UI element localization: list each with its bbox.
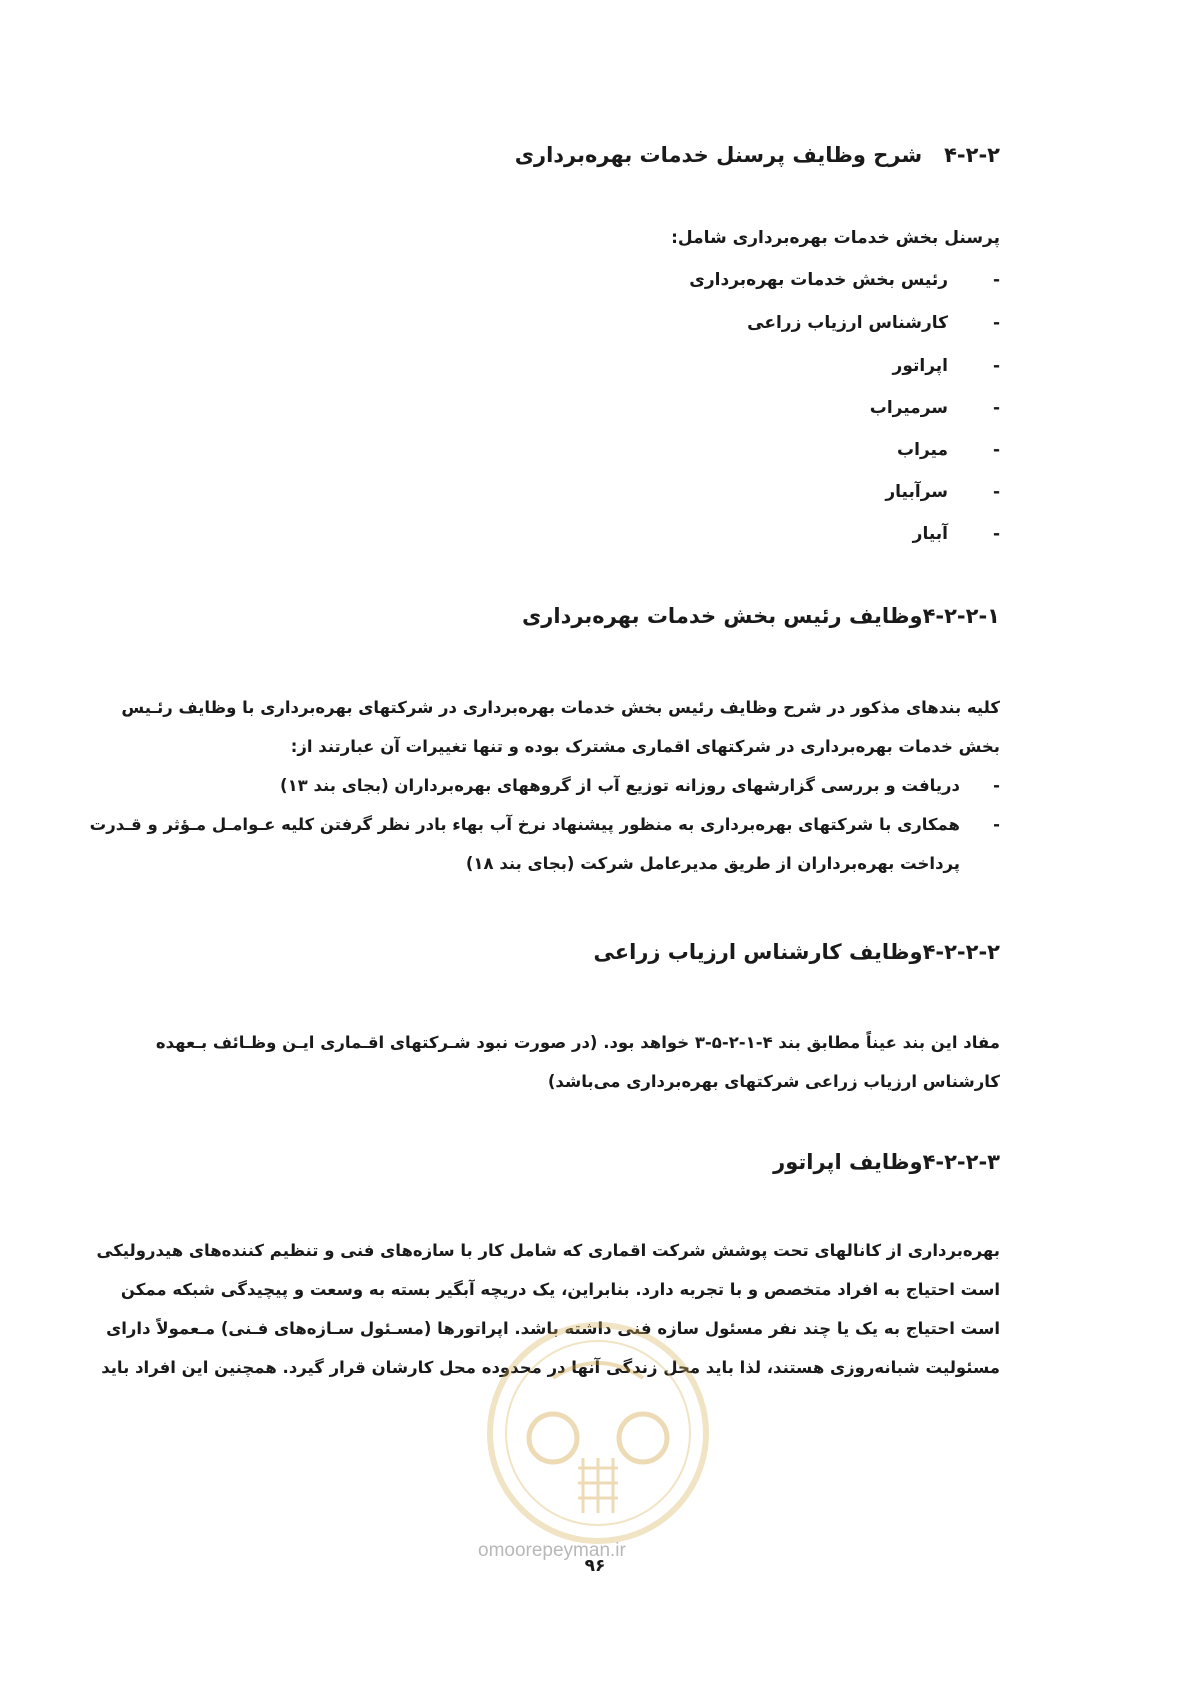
subsection-heading-operator: ۴-۲-۲-۳وظایف اپراتور	[773, 1150, 1000, 1174]
list-dash: -	[992, 440, 1000, 460]
personnel-list-item: -میراب	[897, 440, 1000, 460]
list-dash: -	[992, 270, 1000, 290]
bullet-item: -دریافت و بررسی گزارشهای روزانه توزیع آب از گروههای بهره‌برداران (بجای بند ۱۳)	[280, 776, 1000, 795]
section-number: ۴-۲-۲	[944, 143, 1000, 167]
personnel-list-item: -آبیار	[912, 524, 1000, 544]
list-dash: -	[992, 398, 1000, 418]
personnel-intro: پرسنل بخش خدمات بهره‌برداری شامل:	[671, 228, 1000, 248]
subsection-heading-agronomist: ۴-۲-۲-۲وظایف کارشناس ارزیاب زراعی	[593, 940, 1000, 964]
list-dash: -	[992, 482, 1000, 502]
bullet-item: -همکاری با شرکتهای بهره‌برداری به منظور پیشنهاد نرخ آب بهاء بادر نظر گرفتن کلیه عـوامـل مـؤثر و قـدرت	[89, 815, 1000, 834]
section-title: شرح وظایف پرسنل خدمات بهره‌برداری	[514, 143, 923, 167]
list-dash: -	[992, 356, 1000, 376]
personnel-list-item: -سرآبیار	[885, 482, 1000, 502]
personnel-list-item: -سرمیراب	[869, 398, 1000, 418]
bullet-list-changes	[89, 766, 1000, 883]
list-dash: -	[992, 524, 1000, 544]
personnel-list-item: -اپراتور	[892, 356, 1000, 376]
watermark-site: omoorepeyman.ir	[478, 1540, 626, 1561]
paragraph-head-of-operations: کلیه بندهای مذکور در شرح وظایف رئیس بخش خدمات بهره‌برداری در شرکتهای بهره‌برداری با وظایف رئـیس بخش خدمات بهره‌برداری در شرکتهای اقماری مشترک بوده و تنها تغییرات آن عبارتند از:	[121, 698, 1000, 756]
list-dash: -	[992, 313, 1000, 333]
paragraph-agronomist: مفاد این بند عیناً مطابق بند ۴-۱-۲-۵-۳ خواهد بود. (در صورت نبود شـرکتهای اقـماری ایـن وظـائف بـعهده کارشناس ارزیاب زراعی شرکتهای بهره‌برداری می‌باشد)	[155, 1033, 1000, 1091]
section-heading	[515, 143, 1000, 167]
subsection-heading-head-of-operations: ۴-۲-۲-۱وظایف رئیس بخش خدمات بهره‌برداری	[522, 604, 1000, 628]
personnel-list-item: -رئیس بخش خدمات بهره‌برداری	[689, 270, 1000, 290]
page-number: ۹۶	[584, 1556, 606, 1576]
personnel-list-item: -کارشناس ارزیاب زراعی	[747, 313, 1000, 333]
bullet-item-continuation: پرداخت بهره‌برداران از طریق مدیرعامل شرکت (بجای بند ۱۸)	[465, 854, 960, 873]
paragraph-operator: بهره‌برداری از کانالهای تحت پوشش شرکت اقماری که شامل کار با سازه‌های فنی و تنظیم کننده‌های هیدرولیکی است احتیاج به افراد متخصص و با تجربه دارد. بنابراین، یک دریچه آبگیر بسته به وسعت و پیچیدگی شبکه ممکن است احتیاج به یک یا چند نفر مسئول سازه فنی داشته باشد. اپراتورها (مسـئول سـازه‌های فـنی) مـعمولاً دارای مسئولیت شبانه‌روزی هستند، لذا باید محل زندگی آنها در محدوده محل کارشان قرار گیرد. همچنین این افراد باید	[96, 1241, 1000, 1377]
